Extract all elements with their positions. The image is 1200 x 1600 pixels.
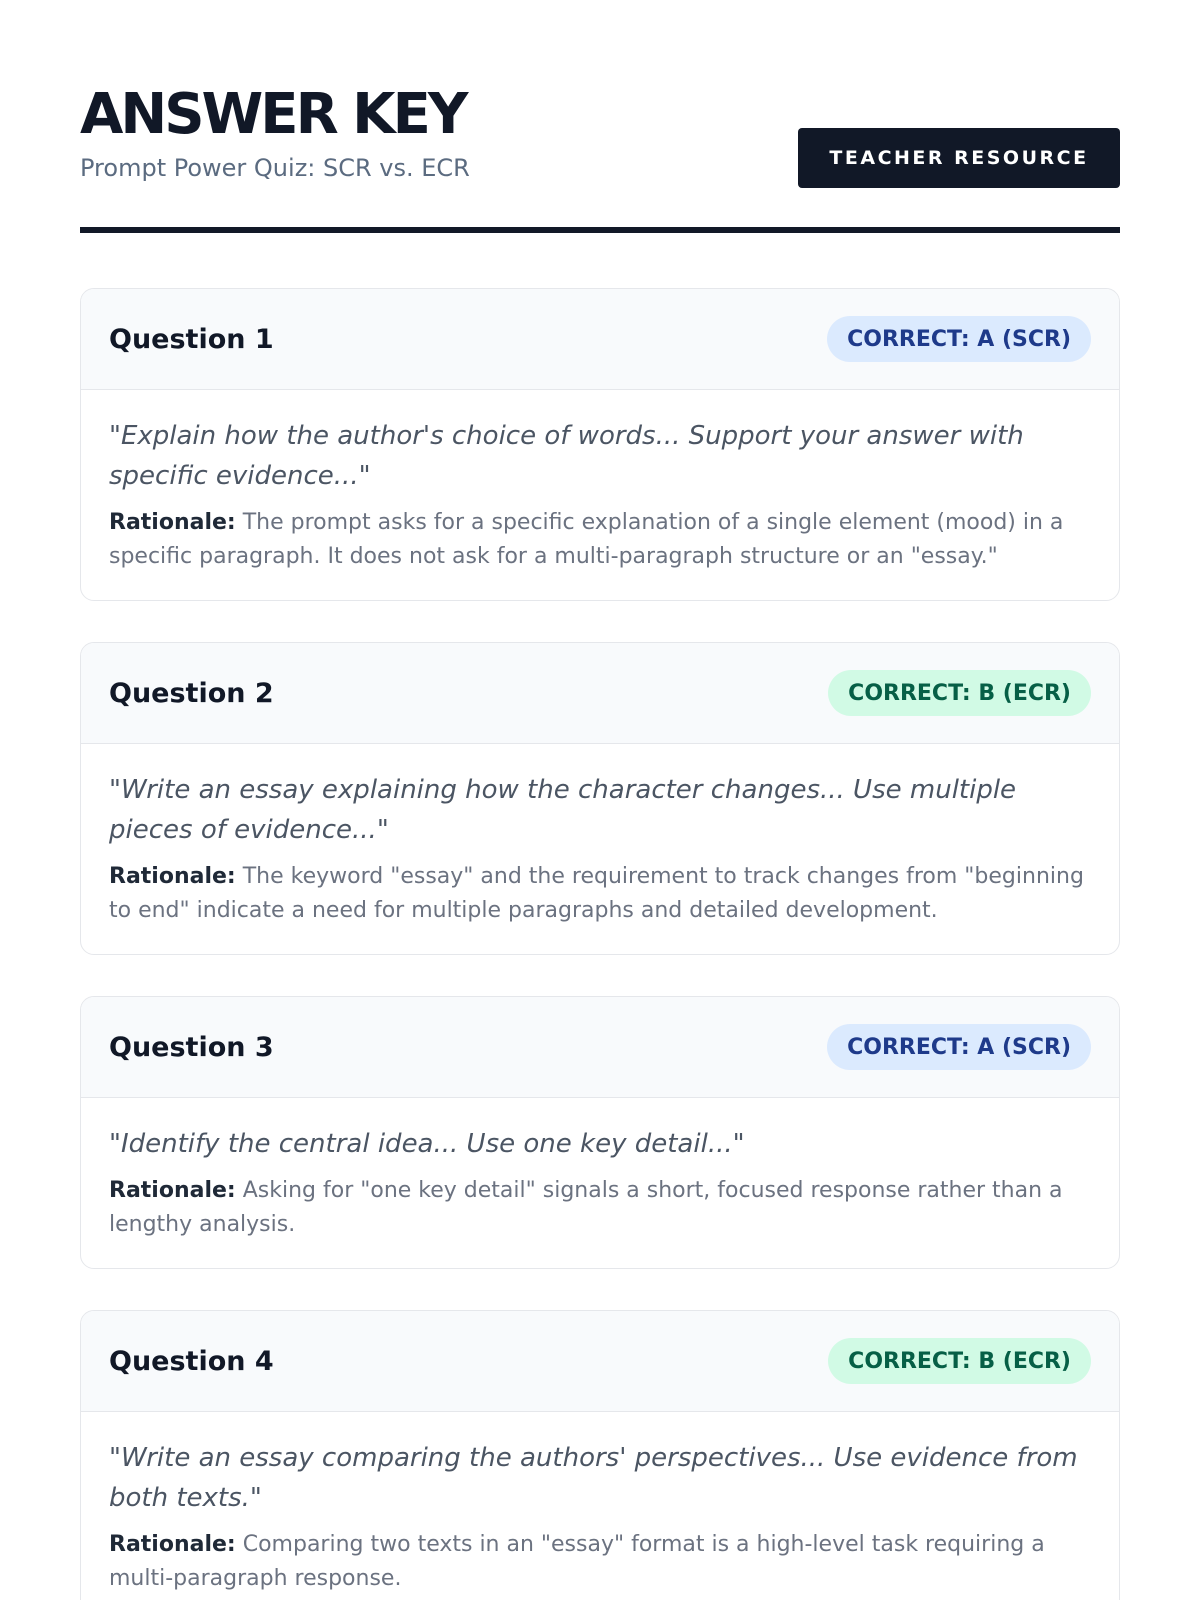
- correct-answer-badge: CORRECT: A (SCR): [827, 1024, 1091, 1070]
- question-title: Question 1: [109, 323, 274, 355]
- question-title: Question 2: [109, 677, 274, 709]
- rationale-label: Rationale:: [109, 1178, 236, 1203]
- teacher-resource-badge: TEACHER RESOURCE: [798, 128, 1120, 188]
- question-prompt: "Identify the central idea... Use one key detail...": [109, 1129, 745, 1159]
- correct-answer-badge: CORRECT: A (SCR): [827, 316, 1091, 362]
- rationale-label: Rationale:: [109, 510, 236, 535]
- question-title: Question 3: [109, 1031, 274, 1063]
- question-card-header: [81, 1311, 1119, 1412]
- rationale: [109, 506, 1091, 574]
- rationale: [109, 1528, 1091, 1596]
- question-card-4: [80, 1310, 1120, 1600]
- rationale-label: Rationale:: [109, 1532, 236, 1557]
- question-title: Question 4: [109, 1345, 274, 1377]
- question-list: [80, 288, 1120, 1600]
- page-header: [80, 0, 1120, 233]
- rationale-text: The keyword "essay" and the requirement to track changes from "beginning to end" indicate a need for multiple paragraphs and detailed development.: [109, 864, 1084, 923]
- question-card-header: [81, 643, 1119, 744]
- rationale-text: The prompt asks for a specific explanation of a single element (mood) in a specific paragraph. It does not ask for a multi-paragraph structure or an "essay.": [109, 510, 1064, 569]
- question-card-body: [81, 744, 1119, 954]
- question-card-1: [80, 288, 1120, 601]
- question-card-3: [80, 996, 1120, 1269]
- rationale-text: Asking for "one key detail" signals a short, focused response rather than a lengthy analysis.: [109, 1178, 1063, 1237]
- question-prompt: "Explain how the author's choice of words... Support your answer with specific evidence...": [109, 421, 1024, 491]
- rationale-label: Rationale:: [109, 864, 236, 889]
- question-card-body: [81, 1412, 1119, 1600]
- question-card-body: [81, 1098, 1119, 1268]
- question-card-body: [81, 390, 1119, 600]
- question-card-header: [81, 289, 1119, 390]
- question-prompt: "Write an essay comparing the authors' perspectives... Use evidence from both texts.": [109, 1443, 1078, 1513]
- correct-answer-badge: CORRECT: B (ECR): [828, 670, 1091, 716]
- rationale-text: Comparing two texts in an "essay" format is a high-level task requiring a multi-paragraph response.: [109, 1532, 1045, 1591]
- correct-answer-badge: CORRECT: B (ECR): [828, 1338, 1091, 1384]
- rationale: [109, 860, 1091, 928]
- page-subtitle: Prompt Power Quiz: SCR vs. ECR: [80, 154, 470, 182]
- page-title: ANSWER KEY: [80, 82, 466, 147]
- question-prompt: "Write an essay explaining how the character changes... Use multiple pieces of evidence...": [109, 775, 1017, 845]
- question-card-header: [81, 997, 1119, 1098]
- rationale: [109, 1174, 1091, 1242]
- question-card-2: [80, 642, 1120, 955]
